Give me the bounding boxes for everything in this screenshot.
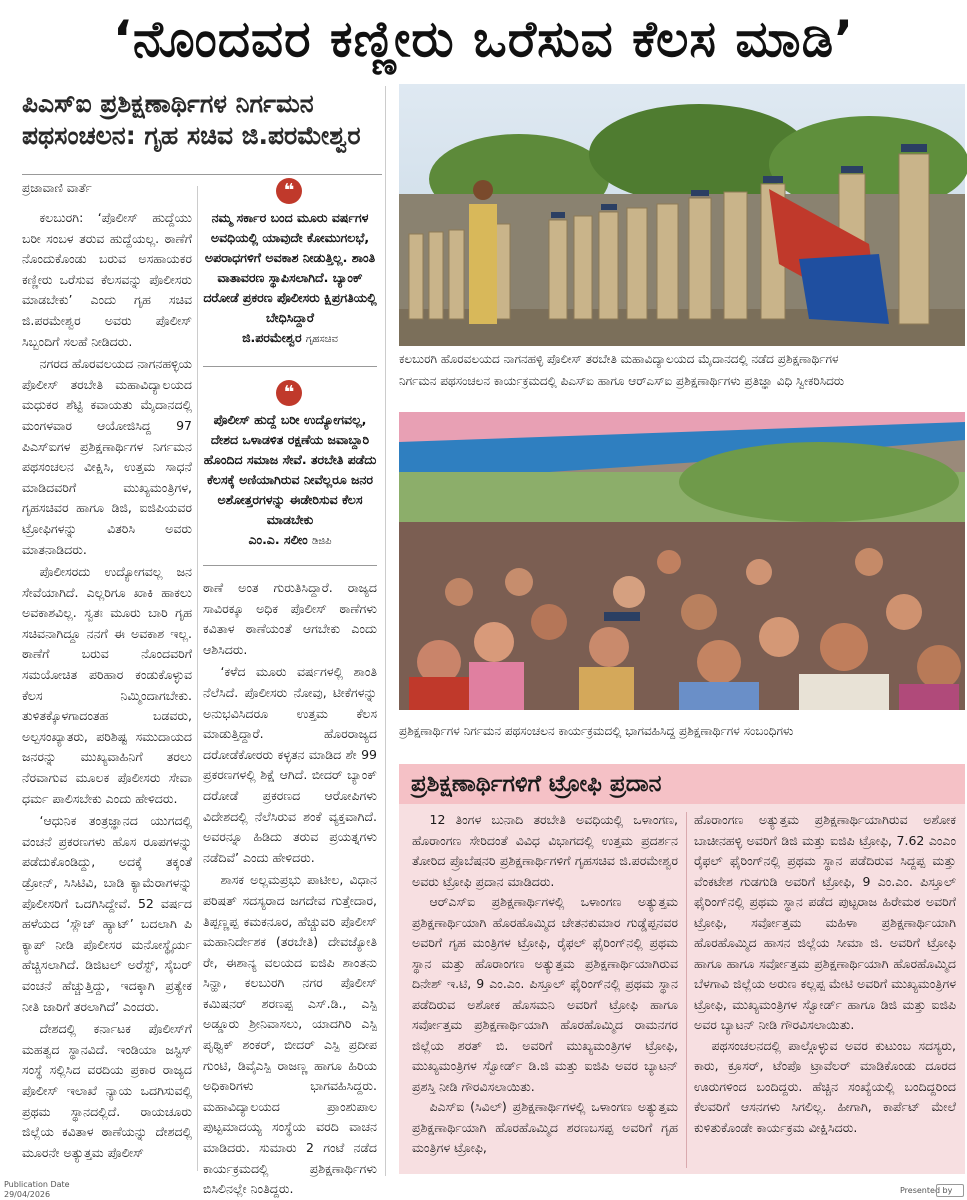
paragraph: ಪಥಸಂಚಲನದಲ್ಲಿ ಪಾಲ್ಗೊಳ್ಳುವ ಅವರ ಕುಟುಂಬ ಸದಸ್ಯರು, ಕಾರು, ಕ್ರೂಸರ್, ಟೆಂಪೊ ಟ್ರಾವೆಲರ್ ಮಾಡಿಕೊಂಡು ದೂರದ ಊರುಗಳಿಂದ ಬಂದಿದ್ದರು. ಹೆಚ್ಚಿನ ಸಂಖ್ಯೆಯಲ್ಲಿ ಬಂದಿದ್ದರಿಂದ ಕೆಲವರಿಗೆ ಆಸನಗಳು ಸಿಗಲಿಲ್ಲ. ಹೀಗಾಗಿ, ಕಾರ್ಪೆಟ್ ಮೇಲೆ ಕುಳಿತುಕೊಂಡೇ ಕಾರ್ಯಕ್ರಮ ವೀಕ್ಷಿಸಿದರು. bbox=[694, 1037, 956, 1135]
subheadline-line-2: ಪಥಸಂಚಲನ: ಗೃಹ ಸಚಿವ ಜಿ.ಪರಮೇಶ್ವರ bbox=[22, 121, 361, 150]
caption-line: ಕಲಬುರಗಿ ಹೊರವಲಯದ ನಾಗನಹಳ್ಳಿ ಪೊಲೀಸ್ ತರಬೇತಿ ಮಹಾವಿದ್ಯಾಲಯದ ಮೈದಾನದಲ್ಲಿ ನಡೆದ ಪ್ರಶಿಕ್ಷಣಾರ್ಥಿಗಳ bbox=[399, 352, 839, 366]
article-column-1 bbox=[22, 208, 192, 1178]
divider bbox=[203, 366, 377, 367]
paragraph: ಹೊರಾಂಗಣ ಅತ್ಯುತ್ತಮ ಪ್ರಶಿಕ್ಷಣಾರ್ಥಿಯಾಗಿರುವ ಅಶೋಕ ಬಾಚೀನಹಳ್ಳಿ ಅವರಿಗೆ ಡಿಜಿ ಮತ್ತು ಐಜಿಪಿ ಟ್ರೋಫಿ, 7.62 ಎಂಎಂ ರೈಫಲ್ ಫೈರಿಂಗ್‌ನಲ್ಲಿ ಪ್ರಥಮ ಸ್ಥಾನ ಪಡೆದಿರುವ ಸಿದ್ದಪ್ಪ ಮತ್ತು ವೆಂಕಟೇಶ ಗುಡಗುಡಿ ಅವರಿಗೆ ಟ್ರೋಫಿ, 9 ಎಂ.ಎಂ. ಪಿಸ್ತೂಲ್ ಫೈರಿಂಗ್‌ನಲ್ಲಿ ಪ್ರಥಮ ಸ್ಥಾನ ಪಡೆದ ಪುಟ್ಟರಾಜ ಹಿರೇಮಠ ಅವರಿಗೆ ಟ್ರೋಫಿ, ಸರ್ವೋತ್ತಮ ಮಹಿಳಾ ಪ್ರಶಿಕ್ಷಣಾರ್ಥಿಯಾಗಿ ಹೊರಹೊಮ್ಮಿದ ಹಾಸನ ಜಿಲ್ಲೆಯ ಸೀಮಾ ಜಿ. ಅವರಿಗೆ ಟ್ರೋಫಿ ಹಾಗೂ ಹಾಗೂ ಸರ್ವೋತ್ತಮ ಪ್ರಶಿಕ್ಷಣಾರ್ಥಿಯಾಗಿ ಹೊರಹೊಮ್ಮಿದ ಬೆಳಗಾವಿ ಜಿಲ್ಲೆಯ ಅರುಣ ಕಲ್ಲಪ್ಪ ಮೇಟಿ ಅವರಿಗೆ ಮುಖ್ಯಮಂತ್ರಿಗಳ ಟ್ರೋಫಿ, ಮುಖ್ಯಮಂತ್ರಿಗಳ ಸ್ವೋರ್ಡ್ ಹಾಗೂ ಡಿಜಿ ಮತ್ತು ಐಜಿಪಿ ಅವರ ಬ್ಯಾಟನ್ ನೀಡಿ ಗೌರವಿಸಲಾಯಿತು. bbox=[694, 812, 956, 1032]
column-divider bbox=[686, 812, 687, 1168]
headline: ‘ನೊಂದವರ ಕಣ್ಣೀರು ಒರೆಸುವ ಕೆಲಸ ಮಾಡಿ’ bbox=[112, 10, 855, 68]
quote-role: ಡಿಜಿಪಿ bbox=[312, 536, 332, 547]
publication-date bbox=[4, 1180, 70, 1200]
pull-quote-2 bbox=[203, 410, 377, 552]
box-column-1 bbox=[412, 810, 678, 1172]
paragraph: ಠಾಣೆ ಅಂತ ಗುರುತಿಸಿದ್ದಾರೆ. ರಾಜ್ಯದ ಸಾವಿರಕ್ಕೂ ಅಧಿಕ ಪೊಲೀಸ್ ಠಾಣೆಗಳು ಕವಿತಾಳ ಠಾಣೆಯಂತೆ ಆಗಬೇಕು ಎಂದು ಆಶಿಸಿದರು. bbox=[203, 580, 377, 657]
quote-text: ಪೊಲೀಸ್ ಹುದ್ದೆ ಬರೀ ಉದ್ಯೋಗವಲ್ಲ, ದೇಶದ ಒಳಾಡಳಿತ ರಕ್ಷಣೆಯ ಜವಾಬ್ದಾರಿ ಹೊಂದಿದ ಸಮಾಜ ಸೇವೆ. ತರಬೇತಿ ಪಡೆದು ಕೆಲಸಕ್ಕೆ ಅಣಿಯಾಗಿರುವ ನೀವೆಲ್ಲರೂ ಜನರ ಅಶೋತ್ತರಗಳನ್ನು ಈಡೇರಿಸುವ ಕೆಲಸ ಮಾಡಬೇಕು bbox=[203, 412, 377, 527]
column-divider bbox=[385, 86, 386, 1176]
quote-text: ನಮ್ಮ ಸರ್ಕಾರ ಬಂದ ಮೂರು ವರ್ಷಗಳ ಅವಧಿಯಲ್ಲಿ ಯಾವುದೇ ಕೋಮುಗಲಭೆ, ಅಪರಾಧಗಳಿಗೆ ಅವಕಾಶ ನೀಡುತ್ತಿಲ್ಲ. ಶಾಂತಿ ವಾತಾವರಣ ಸ್ಥಾಪಿಸಲಾಗಿದೆ. ಬ್ಯಾಂಕ್ ದರೋಡೆ ಪ್ರಕರಣ ಪೊಲೀಸರು ಕ್ಷಿಪ್ರಗತಿಯಲ್ಲಿ ಬೇಧಿಸಿದ್ದಾರೆ bbox=[203, 210, 377, 325]
byline: ಪ್ರಜಾವಾಣಿ ವಾರ್ತೆ bbox=[22, 181, 92, 195]
crowd-photo bbox=[399, 412, 965, 710]
subheadline bbox=[22, 88, 382, 152]
quote-icon: ❝ bbox=[276, 380, 302, 406]
column-divider bbox=[197, 186, 198, 1171]
sidebar-box-title bbox=[399, 764, 965, 804]
publisher-logo bbox=[936, 1184, 964, 1197]
publication-date-value: 29/04/2026 bbox=[4, 1190, 51, 1199]
paragraph: ‘ಕಳೆದ ಮೂರು ವರ್ಷಗಳಲ್ಲಿ ಶಾಂತಿ ನೆಲೆಸಿದೆ. ಪೊಲೀಸರು ನೋವು, ಟೀಕೆಗಳನ್ನು ಅನುಭವಿಸಿದರೂ ಉತ್ತಮ ಕೆಲಸ ಮಾಡುತ್ತಿದ್ದಾರೆ. ಹೊರರಾಜ್ಯದ ದರೋಡೆಕೋರರು ಕಳ್ಳತನ ಮಾಡಿದ ಶೇ 99 ಪ್ರಕರಣಗಳಲ್ಲಿ ಶಿಕ್ಷೆ ಆಗಿದೆ. ಬೀದರ್ ಬ್ಯಾಂಕ್ ದರೋಡೆ ಪ್ರಕರಣದ ಆರೋಪಿಗಳು ವಿದೇಶದಲ್ಲಿ ನೆಲೆಸಿರುವ ಶಂಕೆ ವ್ಯಕ್ತವಾಗಿದೆ. ಅವರನ್ನೂ ಹಿಡಿದು ತರುವ ಪ್ರಯತ್ನಗಳು ನಡೆದಿವೆ’ ಎಂದು ಹೇಳಿದರು. bbox=[203, 664, 377, 865]
paragraph: ಪಿಎಸ್‌ಐ (ಸಿವಿಲ್) ಪ್ರಶಿಕ್ಷಣಾರ್ಥಿಗಳಲ್ಲಿ ಒಳಾಂಗಣ ಅತ್ಯುತ್ತಮ ಪ್ರಶಿಕ್ಷಣಾರ್ಥಿಯಾಗಿ ಹೊರಹೊಮ್ಮಿದ ಶರಣಬಸಪ್ಪ ಅವರಿಗೆ ಗೃಹ ಮಂತ್ರಿಗಳ ಟ್ರೋಫಿ, bbox=[412, 1099, 678, 1155]
photo-caption-2: ಪ್ರಶಿಕ್ಷಣಾರ್ಥಿಗಳ ನಿರ್ಗಮನ ಪಥಸಂಚಲನ ಕಾರ್ಯಕ್ರಮದಲ್ಲಿ ಭಾಗವಹಿಸಿದ್ದ ಪ್ರಶಿಕ್ಷಣಾರ್ಥಿಗಳ ಸಂಬಂಧಿಗಳು bbox=[399, 724, 794, 738]
paragraph: ಕಲಬುರಗಿ: ‘ಪೊಲೀಸ್ ಹುದ್ದೆಯು ಬರೀ ಸಂಬಳ ತರುವ ಹುದ್ದೆಯಲ್ಲ. ಠಾಣೆಗೆ ನೊಂದುಕೊಂಡು ಬರುವ ಅಸಹಾಯಕರ ಕಣ್ಣೀರು ಒರೆಸುವ ಕೆಲಸವನ್ನು ಪೊಲೀಸರು ಮಾಡಬೇಕು’ ಎಂದು ಗೃಹ ಸಚಿವ ಜಿ.ಪರಮೇಶ್ವರ ಅವರು ಪೊಲೀಸ್ ಸಿಬ್ಬಂದಿಗೆ ಸಲಹೆ ನೀಡಿದರು. bbox=[22, 210, 192, 349]
parade-photo bbox=[399, 84, 965, 346]
presented-by: Presented by bbox=[900, 1186, 953, 1195]
paragraph: ‘ಆಧುನಿಕ ತಂತ್ರಜ್ಞಾನದ ಯುಗದಲ್ಲಿ ವಂಚನೆ ಪ್ರಕರಣಗಳು ಹೊಸ ರೂಪಗಳನ್ನು ಪಡೆದುಕೊಂಡಿದ್ದು, ಅದಕ್ಕೆ ತಕ್ಕಂತೆ ಡ್ರೋನ್, ಸಿಸಿಟಿವಿ, ಬಾಡಿ ಕ್ಯಾಮೆರಾಗಳನ್ನು ಪೊಲೀಸರಿಗೆ ಒದಗಿಸಿದ್ದೇವೆ. 52 ವರ್ಷದ ಹಳೆಯದ ‘ಸ್ಲೌಚ್ ಹ್ಯಾಟ್’ ಬದಲಾಗಿ ಪಿ ಕ್ಯಾಪ್ ನೀಡಿ ಪೊಲೀಸರ ಮನೋಸ್ಥೈರ್ಯ ಹೆಚ್ಚಿಸಲಾಗಿದೆ. ಡಿಜಿಟಲ್ ಅರೆಸ್ಟ್, ಸೈಬರ್ ವಂಚನೆ ಹೆಚ್ಚುತ್ತಿದ್ದು, ಇದಕ್ಕಾಗಿ ಪ್ರತ್ಯೇಕ ನೀತಿ ಜಾರಿಗೆ ತರಲಾಗಿದೆ’ ಎಂದರು. bbox=[22, 813, 192, 1014]
quote-author: ಜಿ.ಪರಮೇಶ್ವರ bbox=[242, 330, 302, 345]
paragraph: 12 ತಿಂಗಳ ಬುನಾದಿ ತರಬೇತಿ ಅವಧಿಯಲ್ಲಿ ಒಳಾಂಗಣ, ಹೊರಾಂಗಣ ಸೇರಿದಂತೆ ವಿವಿಧ ವಿಭಾಗದಲ್ಲಿ ಉತ್ತಮ ಪ್ರದರ್ಶನ ತೋರಿದ ಪ್ರೊಬೆಷನರಿ ಪ್ರಶಿಕ್ಷಣಾರ್ಥಿಗಳಿಗೆ ಗೃಹಸಚಿವ ಜಿ.ಪರಮೇಶ್ವರ ಅವರು ಟ್ರೋಫಿ ಪ್ರದಾನ ಮಾಡಿದರು. bbox=[412, 812, 678, 889]
quote-author: ಎಂ.ಎ. ಸಲೀಂ bbox=[248, 532, 308, 547]
box-title-text: ಪ್ರಶಿಕ್ಷಣಾರ್ಥಿಗಳಿಗೆ ಟ್ರೋಫಿ ಪ್ರದಾನ bbox=[411, 771, 662, 797]
pull-quote-1 bbox=[203, 208, 377, 350]
quote-icon: ❝ bbox=[276, 178, 302, 204]
photo-caption-1 bbox=[399, 348, 965, 392]
quote-role: ಗೃಹಸಚಿವ bbox=[305, 334, 338, 345]
box-column-2 bbox=[694, 810, 956, 1172]
publication-date-label: Publication Date bbox=[4, 1180, 70, 1189]
subheadline-line-1: ಪಿಎಸ್‌ಐ ಪ್ರಶಿಕ್ಷಣಾರ್ಥಿಗಳ ನಿರ್ಗಮನ bbox=[22, 89, 314, 118]
paragraph: ನಗರದ ಹೊರವಲಯದ ನಾಗನಹಳ್ಳಿಯ ಪೊಲೀಸ್ ತರಬೇತಿ ಮಹಾವಿದ್ಯಾಲಯದ ಮಧುಕರ ಶೆಟ್ಟಿ ಕವಾಯತು ಮೈದಾನದಲ್ಲಿ ಮಂಗಳವಾರ ಆಯೋಜಿಸಿದ್ದ 97 ಪಿಎಸ್‌ಐಗಳ ಪ್ರಶಿಕ್ಷಣಾರ್ಥಿಗಳ ನಿರ್ಗಮನ ಪಥಸಂಚಲನ ವೀಕ್ಷಿಸಿ, ಉತ್ತಮ ಸಾಧನೆ ಮಾಡಿದವರಿಗೆ ಮುಖ್ಯಮಂತ್ರಿಗಳ, ಗೃಹಸಚಿವರ ಹಾಗೂ ಡಿಜಿ, ಐಜಿಪಿಯವರ ಟ್ರೋಫಿಗಳನ್ನು ವಿತರಿಸಿ ಅವರು ಮಾತನಾಡಿದರು. bbox=[22, 356, 192, 557]
article-column-2 bbox=[203, 578, 377, 1197]
paragraph: ದೇಶದಲ್ಲಿ ಕರ್ನಾಟಕ ಪೊಲೀಸ್‌ಗೆ ಮಹತ್ವದ ಸ್ಥಾನವಿದೆ. ಇಂಡಿಯಾ ಜಸ್ಟಿಸ್ ಸಂಸ್ಥೆ ಸಲ್ಲಿಸಿದ ವರದಿಯ ಪ್ರಕಾರ ರಾಜ್ಯದ ಪೊಲೀಸ್ ಇಲಾಖೆ ನ್ಯಾಯ ಒದಗಿಸುವಲ್ಲಿ ಪ್ರಥಮ ಸ್ಥಾನದಲ್ಲಿದೆ. ರಾಯಚೂರು ಜಿಲ್ಲೆಯ ಕವಿತಾಳ ಠಾಣೆಯನ್ನು ದೇಶದಲ್ಲಿ ಮೂರನೇ ಅತ್ಯುತ್ತಮ ಪೊಲೀಸ್ bbox=[22, 1021, 192, 1160]
paragraph: ಆರ್‌ಎಸ್‌ಐ ಪ್ರಶಿಕ್ಷಣಾರ್ಥಿಗಳಲ್ಲಿ ಒಳಾಂಗಣ ಅತ್ಯುತ್ತಮ ಪ್ರಶಿಕ್ಷಣಾರ್ಥಿಯಾಗಿ ಹೊರಹೊಮ್ಮಿದ ಚೇತನಕುಮಾರ ಗುಡ್ಡೆಪ್ಪನವರ ಅವರಿಗೆ ಗೃಹ ಮಂತ್ರಿಗಳ ಟ್ರೋಫಿ, ರೈಫಲ್ ಫೈರಿಂಗ್‌ನಲ್ಲಿ ಪ್ರಥಮ ಸ್ಥಾನ ಮತ್ತು ಹೊರಾಂಗಣ ಅತ್ಯುತ್ತಮ ಪ್ರಶಿಕ್ಷಣಾರ್ಥಿಯಾಗಿರುವ ದಿನೇಶ್ ಇ.ಟಿ, 9 ಎಂ.ಎಂ. ಪಿಸ್ತೂಲ್ ಫೈರಿಂಗ್‌ನಲ್ಲಿ ಪ್ರಥಮ ಸ್ಥಾನ ಪಡೆದಿರುವ ಅಶೋಕ ಹೊಸಮನಿ ಅವರಿಗೆ ಟ್ರೋಫಿ ಹಾಗೂ ಸರ್ವೋತ್ತಮ ಪ್ರಶಿಕ್ಷಣಾರ್ಥಿಯಾಗಿ ಹೊರಹೊಮ್ಮಿದ ರಾಮನಗರ ಜಿಲ್ಲೆಯ ಶರತ್ ಬಿ. ಅವರಿಗೆ ಮುಖ್ಯಮಂತ್ರಿಗಳ ಟ್ರೋಫಿ, ಮುಖ್ಯಮಂತ್ರಿಗಳ ಸ್ವೋರ್ಡ್ ಡಿ.ಜಿ ಮತ್ತು ಐಜಿಪಿ ಅವರ ಬ್ಯಾಟನ್ ಪ್ರಶಸ್ತಿ ನೀಡಿ ಗೌರವಿಸಲಾಯಿತು. bbox=[412, 894, 678, 1094]
divider bbox=[203, 565, 377, 566]
paragraph: ಪೊಲೀಸರದು ಉದ್ಯೋಗವಲ್ಲ ಜನ ಸೇವೆಯಾಗಿದೆ. ಎಲ್ಲರಿಗೂ ಖಾಕಿ ಹಾಕಲು ಅವಕಾಶವಿಲ್ಲ. ಸ್ವತಃ ಮೂರು ಬಾರಿ ಗೃಹ ಸಚಿವನಾಗಿದ್ದೂ ನನಗೆ ಈ ಅವಕಾಶ ಇಲ್ಲ. ಠಾಣೆಗೆ ಬರುವ ನೊಂದವರಿಗೆ ಸಮಯೋಚಿತ ಪರಿಹಾರ ಕಂಡುಕೊಳ್ಳುವ ಕೆಲಸ ನಿಮ್ಮಿಂದಾಗಬೇಕು. ತುಳಿತಕ್ಕೊಳಗಾದಂತಹ ಬಡವರು, ಅಲ್ಪಸಂಖ್ಯಾತರು, ಪರಿಶಿಷ್ಟ ಸಮುದಾಯದ ಜನರನ್ನು ಮುಖ್ಯವಾಹಿನಿಗೆ ತರಲು ನೆರವಾಗುವ ಮೂಲಕ ಪೊಲೀಸರು ಸೇವಾ ಧರ್ಮ ಪಾಲಿಸಬೇಕು ಎಂದು ಹೇಳಿದರು. bbox=[22, 564, 192, 806]
paragraph: ಶಾಸಕ ಅಲ್ಲಮಪ್ರಭು ಪಾಟೀಲ, ವಿಧಾನ ಪರಿಷತ್ ಸದಸ್ಯರಾದ ಜಗದೇವ ಗುತ್ತೇದಾರ, ತಿಪ್ಪಣ್ಣಪ್ಪ ಕಮಕನೂರ, ಹೆಚ್ಚುವರಿ ಪೊಲೀಸ್ ಮಹಾನಿರ್ದೇಶಕ (ತರಬೇತಿ) ದೇವಜ್ಯೋತಿ ರೇ, ಈಶಾನ್ಯ ವಲಯದ ಐಜಿಪಿ ಶಾಂತನು ಸಿನ್ಹಾ, ಕಲಬುರಗಿ ನಗರ ಪೊಲೀಸ್ ಕಮಿಷನರ್ ಶರಣಪ್ಪ ಎಸ್.ಡಿ., ಎಸ್ಪಿ ಅಡ್ಡೂರು ಶ್ರೀನಿವಾಸಲು, ಯಾದಗಿರಿ ಎಸ್ಪಿ ಪೃಥ್ವಿಕ್ ಶಂಕರ್, ಬೀದರ್ ಎಸ್ಪಿ ಪ್ರದೀಪ ಗುಂಟಿ, ಡಿವೈಎಸ್ಪಿ ರಾಜಣ್ಣ ಹಾಗೂ ಹಿರಿಯ ಅಧಿಕಾರಿಗಳು ಭಾಗವಹಿಸಿದ್ದರು. ಮಹಾವಿದ್ಯಾಲಯದ ಪ್ರಾಂಶುಪಾಲ ಪುಟ್ಟಮಾದಯ್ಯ ಸಂಸ್ಥೆಯ ವರದಿ ವಾಚನ ಮಾಡಿದರು. ಸುಮಾರು 2 ಗಂಟೆ ನಡೆದ ಕಾರ್ಯಕ್ರಮದಲ್ಲಿ ಪ್ರಶಿಕ್ಷಣಾರ್ಥಿಗಳು ಬಿಸಿಲಿನಲ್ಲೇ ನಿಂತಿದ್ದರು. bbox=[203, 872, 377, 1197]
caption-line: ನಿರ್ಗಮನ ಪಥಸಂಚಲನ ಕಾರ್ಯಕ್ರಮದಲ್ಲಿ ಪಿಎಸ್‌ಐ ಹಾಗೂ ಆರ್‌ಎಸ್‌ಐ ಪ್ರಶಿಕ್ಷಣಾರ್ಥಿಗಳು ಪ್ರತಿಜ್ಞಾ ವಿಧಿ ಸ್ವೀಕರಿಸಿದರು bbox=[399, 374, 845, 388]
divider bbox=[22, 174, 382, 175]
